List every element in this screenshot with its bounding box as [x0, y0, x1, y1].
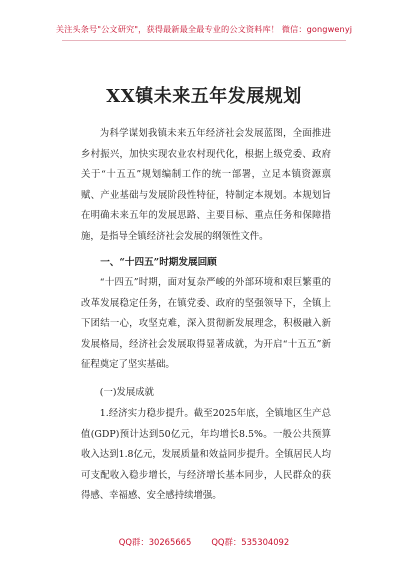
intro-paragraph: 为科学谋划我镇未来五年经济社会发展蓝图，全面推进乡村振兴，加快实现农业农村现代化，根据上级党委、政府关于“十五五”规划编制工作的统一部署，立足本镇资源禀赋、产业基础与发展阶段性特征，特制定本规划。本规划旨在明确未来五年的发展思路、主要目标、重点任务和保障措施，是指导全镇经济社会发展的纲领性文件。	[81, 128, 331, 242]
document-title: XX镇未来五年发展规划	[106, 86, 302, 107]
promo-banner-text: 关注头条号"公文研究"，获得最新最全最专业的公文资料库！ 微信：gongwenyj	[55, 24, 353, 34]
footer	[0, 536, 408, 548]
subsection-heading: (一)发展成就	[99, 387, 154, 398]
subsection-1-block	[81, 404, 331, 507]
header-divider	[62, 40, 346, 41]
footer-qq-group-2: QQ群：535304092	[211, 537, 290, 547]
subsection-paragraph: 1.经济实力稳步提升。截至2025年底，全镇地区生产总值(GDP)预计达到50亿元，年均增长8.5%。一般公共预算收入达到1.8亿元，发展质量和效益同步提升。全镇居民人均可支配收入稳步增长，与经济增长基本同步，人民群众的获得感、幸福感、安全感持续增强。	[81, 408, 331, 502]
section-1-block	[81, 273, 331, 376]
header-banner	[0, 0, 408, 58]
section-paragraph: “十四五”时期，面对复杂严峻的外部环境和艰巨繁重的改革发展稳定任务，在镇党委、政府的坚强领导下，全镇上下团结一心，攻坚克难，深入贯彻新发展理念，积极融入新发展格局，经济社会发展取得显著成就，为开启“十五五”新征程奠定了坚实基础。	[81, 277, 331, 371]
section-heading: 一、“十四五”时期发展回顾	[100, 257, 217, 268]
intro-block	[81, 124, 331, 248]
footer-qq-group-1: QQ群：30265665	[118, 537, 192, 547]
